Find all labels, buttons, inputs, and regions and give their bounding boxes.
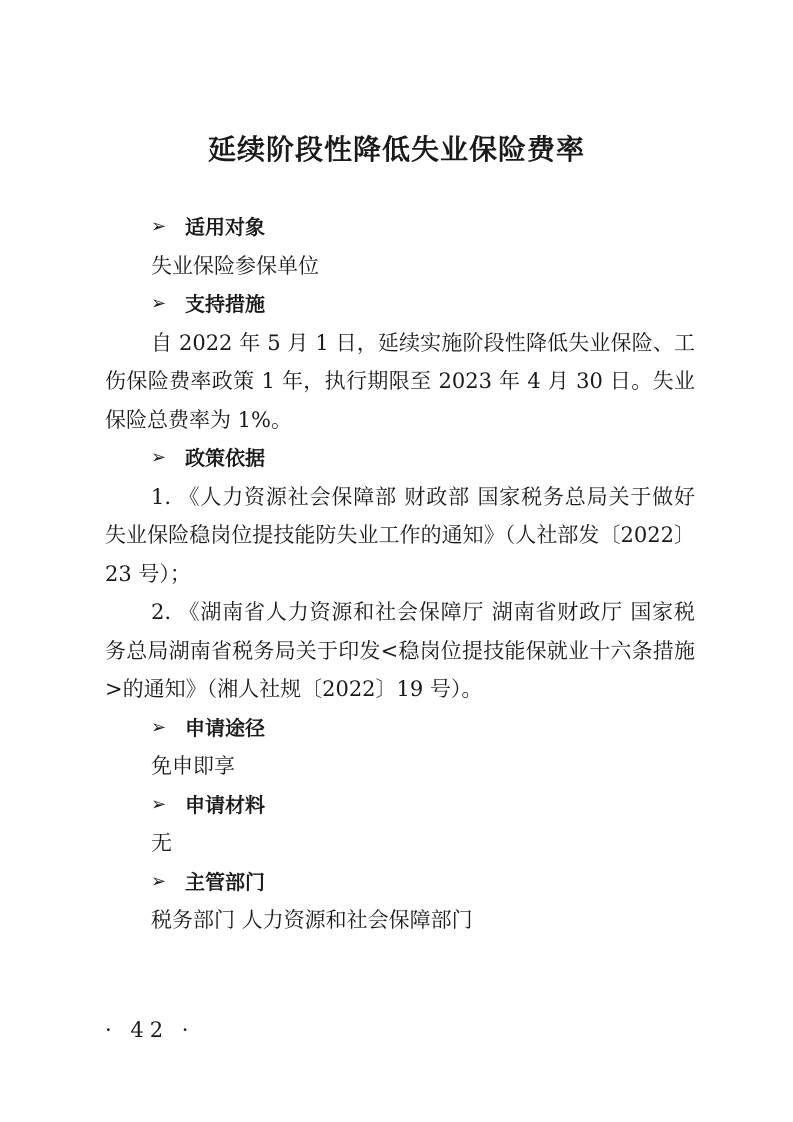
section-paragraph: 失业保险参保单位 [151,253,319,278]
section-paragraph: 1. 《人力资源社会保障部 财政部 国家税务总局关于做好失业保险稳岗位提技能防失业工作的通知》（人社部发〔2022〕23 号）； [105,484,695,586]
arrow-bullet-icon: ➢ [151,216,167,237]
section-heading [105,439,695,478]
section-paragraph: 自 2022 年 5 月 1 日，延续实施阶段性降低失业保险、工伤保险费率政策 1 年，执行期限至 2023 年 4 月 30 日。失业保险总费率为 1%。 [105,330,695,432]
arrow-bullet-icon: ➢ [151,447,167,468]
section-heading [105,709,695,748]
section-heading [105,285,695,324]
document-body [105,208,695,940]
section-paragraph: 无 [151,831,172,855]
section-heading-label: 主管部门 [185,869,265,894]
section-paragraph: 税务部门 人力资源和社会保障部门 [151,908,473,932]
arrow-bullet-icon: ➢ [151,716,167,738]
section-heading [105,208,695,247]
section-heading-label: 申请材料 [185,792,265,817]
section-heading-label: 政策依据 [185,446,265,470]
page-title: 延续阶段性降低失业保险费率 [207,133,585,166]
page-number: · 42 · [105,1018,195,1042]
section-heading-label: 支持措施 [185,292,265,316]
arrow-bullet-icon: ➢ [151,793,167,815]
section-heading [105,786,695,825]
section-heading-label: 适用对象 [185,215,265,239]
arrow-bullet-icon: ➢ [151,293,167,314]
section-paragraph: 2. 《湖南省人力资源和社会保障厅 湖南省财政厅 国家税务总局湖南省税务局关于印发<稳岗位提技能保就业十六条措施>的通知》（湘人社规〔2022〕19 号）。 [105,600,695,701]
section-paragraph: 免申即享 [151,754,235,778]
arrow-bullet-icon: ➢ [151,870,167,892]
section-heading-label: 申请途径 [185,715,265,740]
section-heading [105,863,695,902]
